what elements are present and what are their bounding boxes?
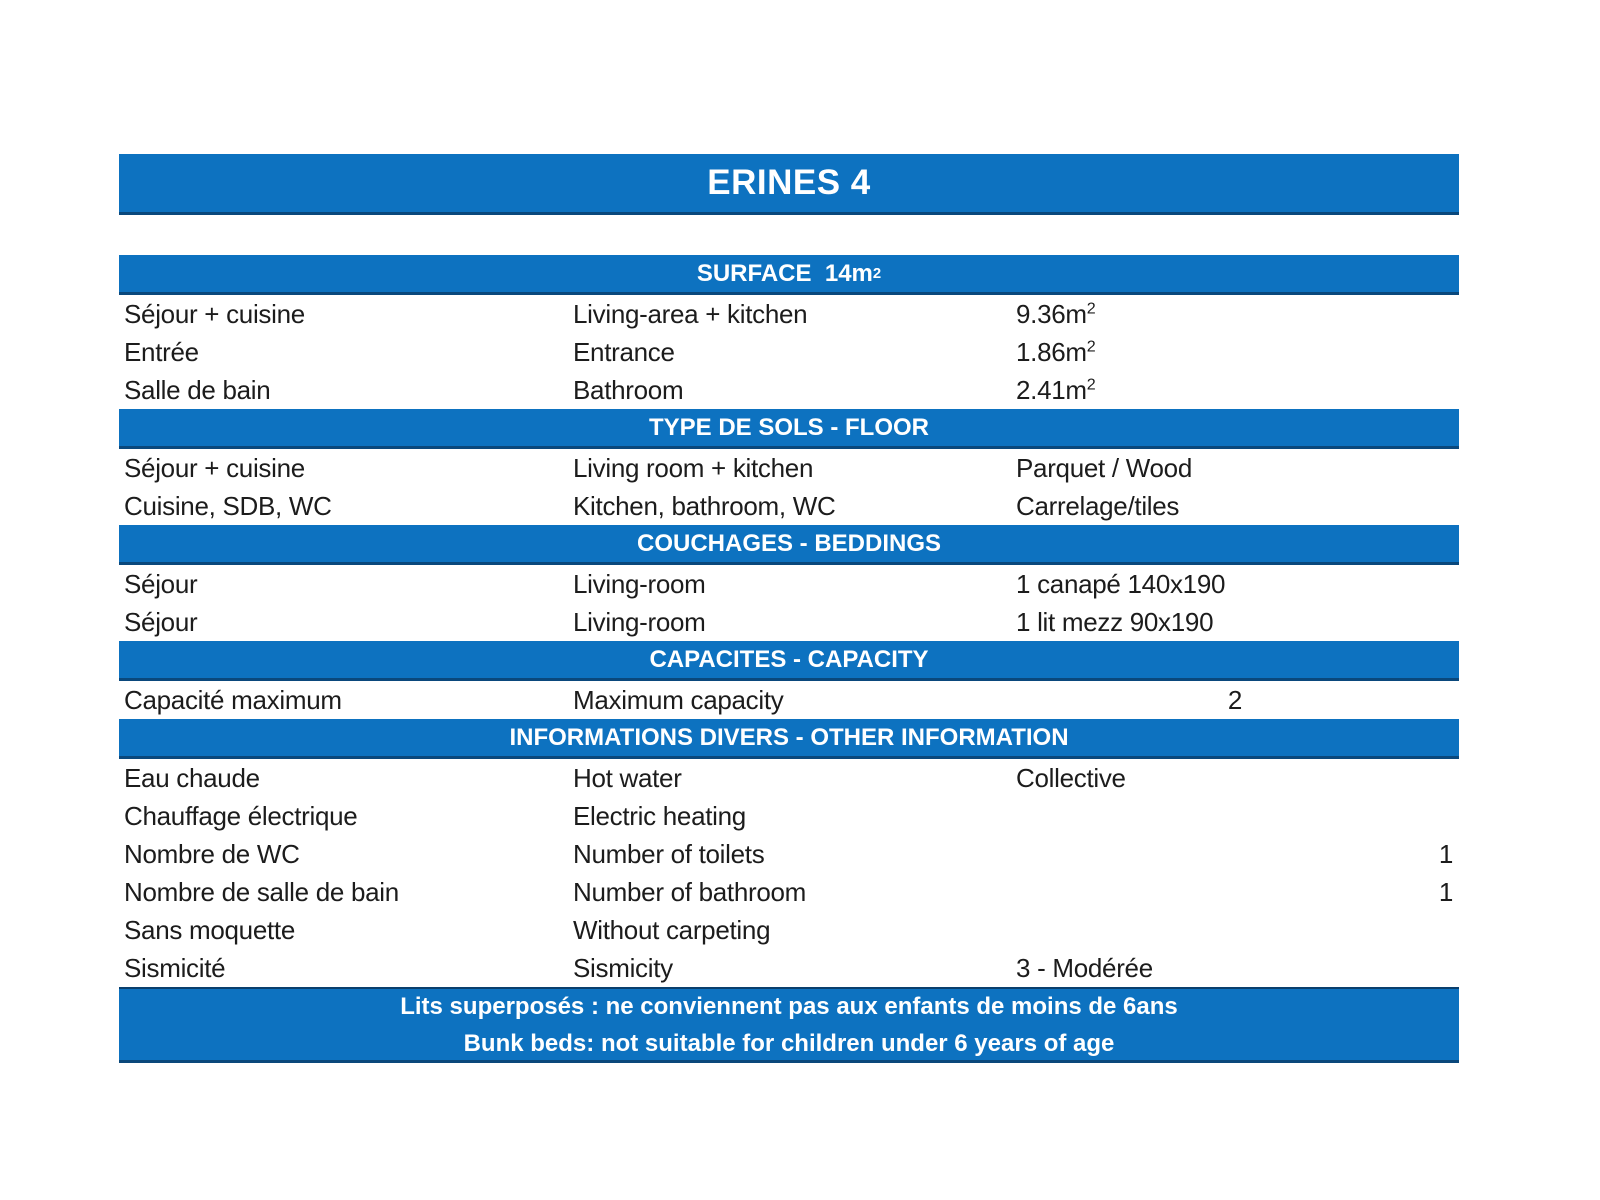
cell-label-fr: Entrée — [124, 336, 199, 367]
cell-label-fr: Sismicité — [124, 952, 226, 983]
table-row — [119, 835, 1459, 873]
cell-label-en: Sismicity — [573, 952, 673, 983]
cell-value: 1 — [1438, 838, 1453, 869]
cell-value: $9.36m^2$ — [1016, 298, 1096, 329]
cell-label-fr: Séjour — [124, 606, 198, 637]
cell-value: Parquet / Wood — [1016, 452, 1192, 483]
cell-label-en: Living room + kitchen — [573, 452, 814, 483]
cell-label-fr: Séjour + cuisine — [124, 452, 305, 483]
footer-note-bar — [119, 987, 1459, 1063]
cell-label-fr: Capacité maximum — [124, 684, 342, 715]
cell-value: Carrelage/tiles — [1016, 490, 1180, 521]
table-row — [119, 487, 1459, 525]
footer-note-fr: Lits superposés : ne conviennent pas aux enfants de moins de 6ans — [400, 992, 1178, 1020]
cell-value: 2 — [1227, 684, 1243, 715]
section-header-floor-label: TYPE DE SOLS - FLOOR — [648, 413, 930, 441]
section-header-capacity-label: CAPACITES - CAPACITY — [649, 645, 929, 673]
table-row — [119, 295, 1459, 333]
cell-label-en: Hot water — [573, 762, 682, 793]
table-row — [119, 681, 1459, 719]
table-row — [119, 603, 1459, 641]
cell-value: $1.86m^2$ — [1016, 336, 1096, 367]
section-header-other-info-label: INFORMATIONS DIVERS - OTHER INFORMATION — [509, 723, 1069, 751]
cell-label-en: Bathroom — [573, 374, 684, 405]
cell-label-en: Electric heating — [573, 800, 746, 831]
cell-label-fr: Sans moquette — [124, 914, 295, 945]
table-row — [119, 911, 1459, 949]
section-header-floor — [119, 409, 1459, 449]
cell-label-fr: Cuisine, SDB, WC — [124, 490, 332, 521]
section-header-capacity — [119, 641, 1459, 681]
page-title: ERINES 4 — [707, 163, 871, 202]
cell-value: 3 - Modérée — [1016, 952, 1153, 983]
table-row — [119, 873, 1459, 911]
cell-label-fr: Chauffage électrique — [124, 800, 358, 831]
section-header-other-info — [119, 719, 1459, 759]
cell-label-fr: Nombre de WC — [124, 838, 300, 869]
cell-value: 1 — [1438, 876, 1453, 907]
table-row — [119, 949, 1459, 987]
title-bar — [119, 154, 1459, 215]
cell-label-en: Kitchen, bathroom, WC — [573, 490, 836, 521]
cell-label-en: Without carpeting — [573, 914, 771, 945]
cell-label-en: Living-room — [573, 606, 706, 637]
cell-label-fr: Séjour — [124, 568, 198, 599]
cell-label-en: Living-area + kitchen — [573, 298, 808, 329]
cell-label-fr: Nombre de salle de bain — [124, 876, 399, 907]
section-header-surface — [119, 255, 1459, 295]
property-info-sheet — [119, 154, 1459, 1063]
section-header-surface-label: SURFACE 14m — [696, 259, 873, 287]
cell-label-fr: Salle de bain — [124, 374, 271, 405]
cell-value: 1 lit mezz 90x190 — [1016, 606, 1214, 637]
cell-label-en: Entrance — [573, 336, 675, 367]
cell-label-en: Number of toilets — [573, 838, 765, 869]
cell-label-en: Number of bathroom — [573, 876, 807, 907]
table-row — [119, 759, 1459, 797]
cell-value: $2.41m^2$ — [1016, 374, 1096, 405]
footer-note-en: Bunk beds: not suitable for children under 6 years of age — [463, 1029, 1115, 1057]
surface-superscript: 2 — [872, 265, 882, 282]
section-header-beddings-label: COUCHAGES - BEDDINGS — [636, 529, 942, 557]
cell-label-en: Living-room — [573, 568, 706, 599]
table-row — [119, 797, 1459, 835]
table-row — [119, 333, 1459, 371]
cell-value: 1 canapé 140x190 — [1016, 568, 1226, 599]
table-row — [119, 449, 1459, 487]
cell-label-en: Maximum capacity — [573, 684, 784, 715]
cell-label-fr: Eau chaude — [124, 762, 260, 793]
cell-value: Collective — [1016, 762, 1126, 793]
section-header-beddings — [119, 525, 1459, 565]
cell-label-fr: Séjour + cuisine — [124, 298, 305, 329]
table-row — [119, 565, 1459, 603]
table-row — [119, 371, 1459, 409]
